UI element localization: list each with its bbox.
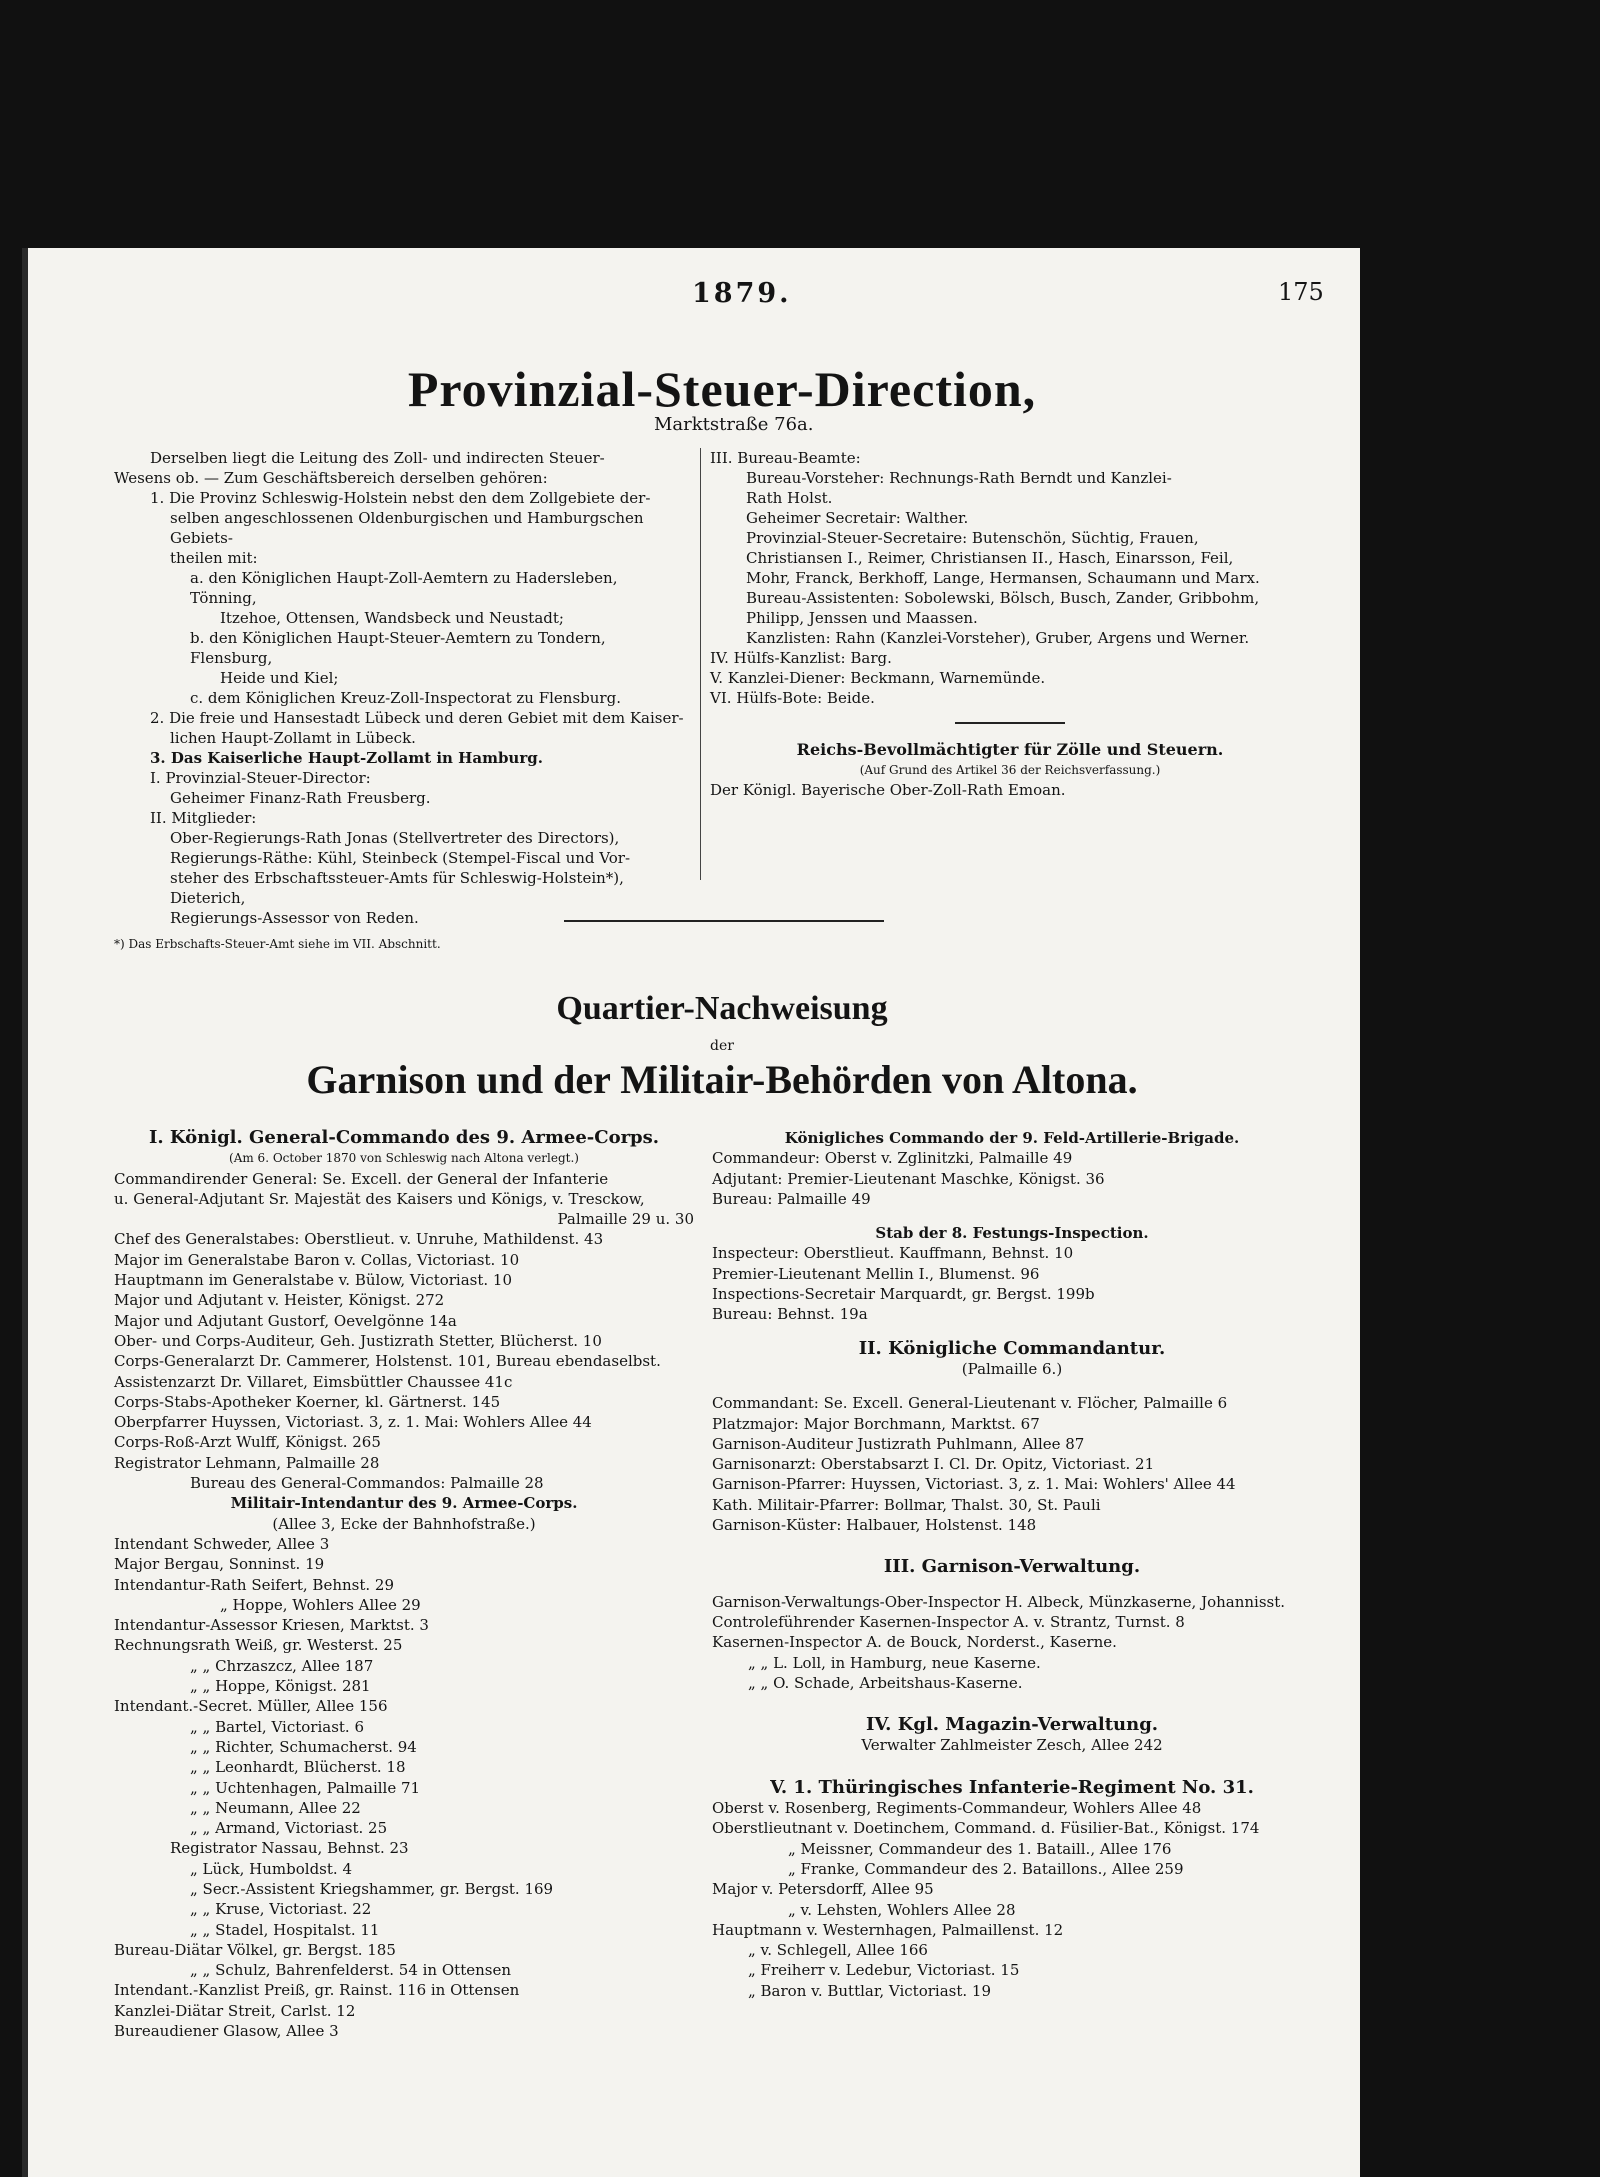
text-line: a. den Königlichen Haupt-Zoll-Aemtern zu Hadersleben, Tönning, — [190, 569, 618, 607]
text-line: Major und Adjutant Gustorf, Oevelgönne 14a — [114, 1311, 457, 1330]
text-line: Major Bergau, Sonninst. 19 — [114, 1555, 325, 1574]
section-heading: Stab der 8. Festungs-Inspection. — [875, 1224, 1149, 1243]
text-line: Corps-Roß-Arzt Wulff, Königst. 265 — [114, 1433, 381, 1452]
reich-note: (Auf Grund des Artikel 36 der Reichsverfassung.) — [859, 763, 1161, 777]
text-line: Bureau-Diätar Völkel, gr. Bergst. 185 — [114, 1940, 396, 1959]
quartier-title: Quartier-Nachweisung — [556, 990, 888, 1027]
footnote: *) Das Erbschafts-Steuer-Amt siehe im VII. Abschnitt. — [114, 937, 441, 951]
text-line: Kasernen-Inspector A. de Bouck, Norderst., Kaserne. — [712, 1633, 1117, 1652]
spacer — [712, 1578, 1312, 1592]
text-line: Kath. Militair-Pfarrer: Bollmar, Thalst. 30, St. Pauli — [712, 1495, 1101, 1514]
text-line: b. den Königlichen Haupt-Steuer-Aemtern zu Tondern, Flensburg, — [190, 629, 606, 667]
text-line: Intendant Schweder, Allee 3 — [114, 1534, 330, 1553]
divider-rule — [955, 722, 1065, 724]
text-line: Philipp, Jenssen und Maassen. — [746, 609, 978, 627]
text-line: Intendant.-Secret. Müller, Allee 156 — [114, 1697, 388, 1716]
quartier-left-column — [114, 1128, 694, 2041]
text-line: „ „ Kruse, Victoriast. 22 — [190, 1900, 372, 1919]
text-line: Garnison-Auditeur Justizrath Puhlmann, Allee 87 — [712, 1434, 1085, 1453]
section-note: (Am 6. October 1870 von Schleswig nach Altona verlegt.) — [229, 1151, 579, 1166]
section-heading: III. Garnison-Verwaltung. — [883, 1556, 1141, 1578]
text-line: „ „ L. Loll, in Hamburg, neue Kaserne. — [748, 1653, 1041, 1672]
text-line: Registrator Nassau, Behnst. 23 — [170, 1839, 409, 1858]
text-line: IV. Hülfs-Kanzlist: Barg. — [710, 649, 892, 667]
text-line: Derselben liegt die Leitung des Zoll- und indirecten Steuer- — [150, 449, 605, 467]
text-line: Hauptmann v. Westernhagen, Palmaillenst. 12 — [712, 1920, 1064, 1939]
text-line: „ Baron v. Buttlar, Victoriast. 19 — [748, 1981, 991, 2000]
text-line: Corps-Generalarzt Dr. Cammerer, Holstenst. 101, Bureau ebendaselbst. — [114, 1352, 661, 1371]
text-line: „ „ Bartel, Victoriast. 6 — [190, 1717, 364, 1736]
text-line: Bureau: Palmaille 49 — [712, 1189, 871, 1208]
text-line: Garnison-Pfarrer: Huyssen, Victoriast. 3, z. 1. Mai: Wohlers' Allee 44 — [712, 1475, 1236, 1494]
text-line: Ober- und Corps-Auditeur, Geh. Justizrath Stetter, Blücherst. 10 — [114, 1331, 602, 1350]
text-line: „ „ Chrzaszcz, Allee 187 — [190, 1656, 374, 1675]
section-divider — [564, 920, 884, 922]
text-line: Regierungs-Räthe: Kühl, Steinbeck (Stempel-Fiscal und Vor- — [170, 849, 631, 867]
text-line: 3. Das Kaiserliche Haupt-Zollamt in Hamburg. — [150, 749, 543, 767]
page-header — [114, 248, 1330, 318]
text-line: Adjutant: Premier-Lieutenant Maschke, Königst. 36 — [712, 1169, 1105, 1188]
text-line: Provinzial-Steuer-Secretaire: Butenschön, Süchtig, Frauen, — [746, 529, 1199, 547]
page-number: 175 — [1278, 278, 1324, 306]
text-line: Assistenzarzt Dr. Villaret, Eimsbüttler Chaussee 41c — [114, 1372, 513, 1391]
text-line: Kanzlisten: Rahn (Kanzlei-Vorsteher), Gruber, Argens und Werner. — [746, 629, 1250, 647]
text-line: selben angeschlossenen Oldenburgischen und Hamburgschen Gebiets- — [170, 509, 644, 547]
column-divider — [700, 448, 701, 880]
text-line: Bureaudiener Glasow, Allee 3 — [114, 2022, 339, 2041]
spacer — [712, 1535, 1312, 1557]
text-line: „ „ Hoppe, Königst. 281 — [190, 1677, 371, 1696]
text-line: u. General-Adjutant Sr. Majestät des Kaisers und Königs, v. Tresckow, — [114, 1189, 645, 1208]
text-line: 2. Die freie und Hansestadt Lübeck und deren Gebiet mit dem Kaiser- — [150, 709, 684, 727]
text-line: „ v. Lehsten, Wohlers Allee 28 — [788, 1900, 1016, 1919]
text-line: Der Königl. Bayerische Ober-Zoll-Rath Emoan. — [710, 781, 1066, 799]
text-line: Garnison-Küster: Halbauer, Holstenst. 148 — [712, 1516, 1037, 1535]
text-line: „ „ Armand, Victoriast. 25 — [190, 1819, 388, 1838]
text-line: Geheimer Finanz-Rath Freusberg. — [170, 789, 431, 807]
text-line: „ v. Schlegell, Allee 166 — [748, 1941, 928, 1960]
text-line: Verwalter Zahlmeister Zesch, Allee 242 — [861, 1736, 1163, 1755]
text-line: Inspecteur: Oberstlieut. Kauffmann, Behnst. 10 — [712, 1244, 1074, 1263]
text-line: Palmaille 29 u. 30 — [557, 1210, 694, 1229]
text-line: Intendantur-Assessor Kriesen, Marktst. 3 — [114, 1616, 429, 1635]
steuer-title: Provinzial-Steuer-Direction, — [407, 361, 1037, 417]
text-line: Christiansen I., Reimer, Christiansen II., Hasch, Einarsson, Feil, — [746, 549, 1234, 567]
text-line: Platzmajor: Major Borchmann, Marktst. 67 — [712, 1414, 1040, 1433]
text-line: Intendantur-Rath Seifert, Behnst. 29 — [114, 1575, 395, 1594]
section-note: (Allee 3, Ecke der Bahnhofstraße.) — [272, 1514, 536, 1533]
text-line: Wesens ob. — Zum Geschäftsbereich derselben gehören: — [114, 469, 548, 487]
text-line: 1. Die Provinz Schleswig-Holstein nebst den dem Zollgebiete der- — [150, 489, 651, 507]
quartier-subtitle: Garnison und der Militair-Behörden von Altona. — [306, 1057, 1138, 1102]
text-line: II. Mitglieder: — [150, 809, 257, 827]
text-line: III. Bureau-Beamte: — [710, 449, 861, 467]
text-line: „ „ Uchtenhagen, Palmaille 71 — [190, 1778, 421, 1797]
text-line: Corps-Stabs-Apotheker Koerner, kl. Gärtnerst. 145 — [114, 1392, 501, 1411]
text-line: lichen Haupt-Zollamt in Lübeck. — [170, 729, 416, 747]
text-line: V. Kanzlei-Diener: Beckmann, Warnemünde. — [710, 669, 1046, 687]
text-line: Bureau-Vorsteher: Rechnungs-Rath Berndt und Kanzlei- — [746, 469, 1172, 487]
text-line: „ „ Neumann, Allee 22 — [190, 1798, 361, 1817]
text-line: Heide und Kiel; — [220, 669, 339, 687]
text-line: Commandirender General: Se. Excell. der General der Infanterie — [114, 1169, 609, 1188]
section-heading: Königliches Commando der 9. Feld-Artillerie-Brigade. — [784, 1129, 1240, 1147]
text-line: Geheimer Secretair: Walther. — [746, 509, 969, 527]
text-line: Garnisonarzt: Oberstabsarzt I. Cl. Dr. Opitz, Victoriast. 21 — [712, 1455, 1155, 1474]
steuer-right-column — [710, 448, 1310, 800]
text-line: Regierungs-Assessor von Reden. — [170, 909, 419, 927]
section-heading: I. Königl. General-Commando des 9. Armee-Corps. — [148, 1127, 660, 1148]
year-heading: 1879. — [692, 278, 792, 309]
text-line: Kanzlei-Diätar Streit, Carlst. 12 — [114, 2001, 356, 2020]
spacer — [712, 1693, 1312, 1715]
text-line: Oberpfarrer Huyssen, Victoriast. 3, z. 1. Mai: Wohlers Allee 44 — [114, 1413, 592, 1432]
text-line: Oberstlieutnant v. Doetinchem, Command. d. Füsilier-Bat., Königst. 174 — [712, 1819, 1260, 1838]
section-note: (Palmaille 6.) — [961, 1359, 1063, 1378]
page-sheet — [28, 248, 1360, 2177]
text-line: Intendant.-Kanzlist Preiß, gr. Rainst. 116 in Ottensen — [114, 1981, 520, 2000]
text-line: Mohr, Franck, Berkhoff, Lange, Hermansen, Schaumann und Marx. — [746, 569, 1260, 587]
text-line: Garnison-Verwaltungs-Ober-Inspector H. Albeck, Münzkaserne, Johannisst. — [712, 1592, 1286, 1611]
text-line: Hauptmann im Generalstabe v. Bülow, Victoriast. 10 — [114, 1271, 513, 1290]
text-line: „ Meissner, Commandeur des 1. Bataill., Allee 176 — [788, 1839, 1172, 1858]
text-line: Rath Holst. — [746, 489, 833, 507]
text-line: c. dem Königlichen Kreuz-Zoll-Inspectorat zu Flensburg. — [190, 689, 621, 707]
spacer — [712, 1325, 1312, 1339]
text-line: Inspections-Secretair Marquardt, gr. Bergst. 199b — [712, 1285, 1095, 1304]
text-line: steher des Erbschaftssteuer-Amts für Schleswig-Holstein*), Dieterich, — [170, 869, 624, 907]
steuer-left-column — [114, 448, 688, 954]
spacer — [712, 1379, 1312, 1393]
page-content — [114, 248, 1330, 2041]
text-line: Commandant: Se. Excell. General-Lieutenant v. Flöcher, Palmaille 6 — [712, 1394, 1228, 1413]
text-line: Major v. Petersdorff, Allee 95 — [712, 1880, 934, 1899]
text-line: Premier-Lieutenant Mellin I., Blumenst. 96 — [712, 1264, 1040, 1283]
steuer-address: Marktstraße 76a. — [654, 414, 814, 435]
text-line: Oberst v. Rosenberg, Regiments-Commandeur, Wohlers Allee 48 — [712, 1799, 1202, 1818]
text-line: Registrator Lehmann, Palmaille 28 — [114, 1453, 380, 1472]
text-line: „ „ O. Schade, Arbeitshaus-Kaserne. — [748, 1673, 1023, 1692]
text-line: theilen mit: — [170, 549, 258, 567]
text-line: Ober-Regierungs-Rath Jonas (Stellvertreter des Directors), — [170, 829, 620, 847]
text-line: Major im Generalstabe Baron v. Collas, Victoriast. 10 — [114, 1250, 520, 1269]
section-heading: Militair-Intendantur des 9. Armee-Corps. — [230, 1494, 578, 1513]
text-line: „ „ Leonhardt, Blücherst. 18 — [190, 1758, 406, 1777]
quartier-der: der — [710, 1038, 734, 1054]
text-line: Itzehoe, Ottensen, Wandsbeck und Neustadt; — [220, 609, 564, 627]
text-line: „ Lück, Humboldst. 4 — [190, 1859, 352, 1878]
text-line: „ Hoppe, Wohlers Allee 29 — [220, 1595, 421, 1614]
text-line: Bureau-Assistenten: Sobolewski, Bölsch, Busch, Zander, Gribbohm, — [746, 589, 1260, 607]
spacer — [712, 1756, 1312, 1778]
text-line: Chef des Generalstabes: Oberstlieut. v. Unruhe, Mathildenst. 43 — [114, 1230, 604, 1249]
text-line: „ „ Richter, Schumacherst. 94 — [190, 1737, 417, 1756]
quartier-right-column — [712, 1128, 1312, 2001]
text-line: „ „ Stadel, Hospitalst. 11 — [190, 1920, 380, 1939]
text-line: I. Provinzial-Steuer-Director: — [150, 769, 371, 787]
text-line: „ Secr.-Assistent Kriegshammer, gr. Bergst. 169 — [190, 1879, 554, 1898]
text-line: Commandeur: Oberst v. Zglinitzki, Palmaille 49 — [712, 1149, 1073, 1168]
text-line: VI. Hülfs-Bote: Beide. — [710, 689, 875, 707]
section-heading: II. Königliche Commandantur. — [858, 1337, 1166, 1359]
section-heading: V. 1. Thüringisches Infanterie-Regiment No. 31. — [770, 1776, 1254, 1798]
spacer — [712, 1209, 1312, 1223]
text-line: „ Franke, Commandeur des 2. Bataillons., Allee 259 — [788, 1859, 1184, 1878]
text-line: Bureau: Behnst. 19a — [712, 1305, 868, 1324]
text-line: Major und Adjutant v. Heister, Königst. 272 — [114, 1291, 445, 1310]
text-line: Rechnungsrath Weiß, gr. Westerst. 25 — [114, 1636, 403, 1655]
text-line: Controleführender Kasernen-Inspector A. v. Strantz, Turnst. 8 — [712, 1612, 1185, 1631]
section-heading: IV. Kgl. Magazin-Verwaltung. — [865, 1714, 1159, 1736]
reich-title: Reichs-Bevollmächtigter für Zölle und Steuern. — [796, 740, 1224, 759]
text-line: „ „ Schulz, Bahrenfelderst. 54 in Ottensen — [190, 1961, 511, 1980]
text-line: Bureau des General-Commandos: Palmaille 28 — [190, 1474, 544, 1493]
text-line: „ Freiherr v. Ledebur, Victoriast. 15 — [748, 1961, 1020, 1980]
